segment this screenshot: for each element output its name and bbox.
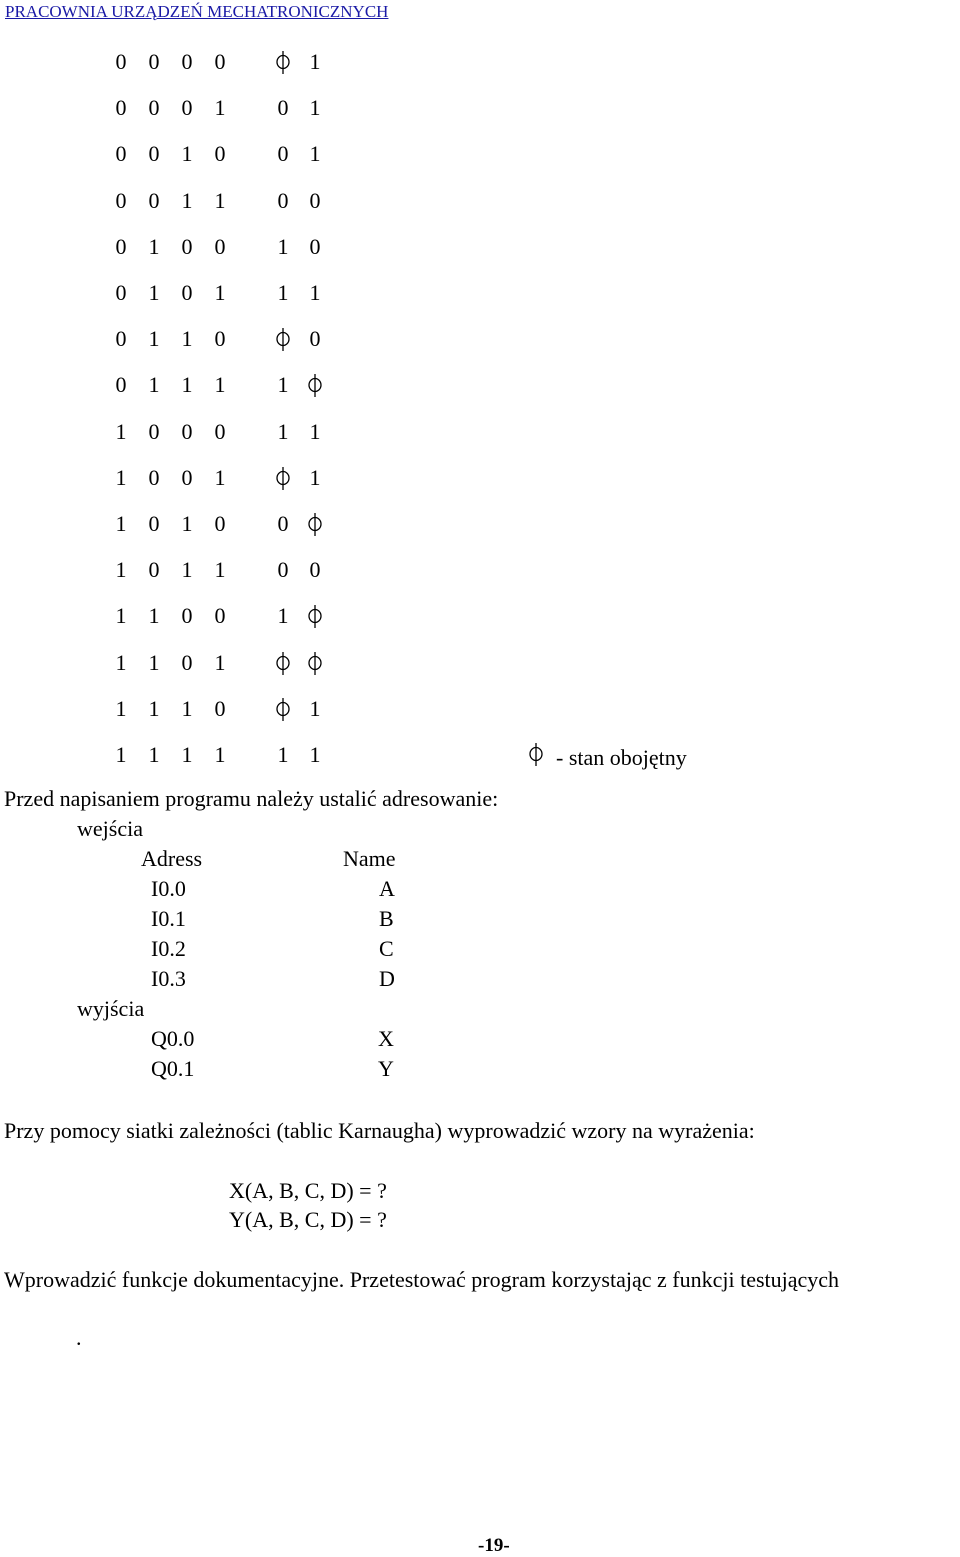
input-bit: 1	[148, 695, 160, 721]
input-address: I0.3	[151, 966, 186, 991]
output-bit: 0	[309, 187, 321, 213]
output-bit: 1	[309, 280, 321, 305]
page-number: -19-	[478, 1535, 510, 1556]
output-bit: 1	[309, 464, 321, 490]
input-bit: 1	[181, 742, 193, 767]
input-bit: 1	[214, 557, 226, 583]
input-bit: 0	[214, 418, 226, 444]
input-name: C	[379, 936, 394, 961]
input-bit: 1	[148, 603, 160, 629]
phi-symbol-icon	[275, 326, 297, 354]
input-bit: 0	[115, 372, 127, 398]
input-bit: 0	[148, 418, 160, 444]
input-bit: 0	[181, 95, 193, 121]
input-bit: 0	[181, 418, 193, 444]
legend-text: - stan obojętny	[556, 745, 687, 770]
output-bit: 0	[277, 511, 289, 536]
input-bit: 1	[115, 418, 127, 444]
input-bit: 0	[115, 187, 127, 213]
formula-x: X(A, B, C, D) = ?	[229, 1178, 387, 1203]
input-bit: 0	[115, 141, 127, 167]
phi-symbol-icon	[275, 696, 297, 724]
addressing-intro: Przed napisaniem programu należy ustalić adresowanie:	[4, 786, 499, 811]
output-bit: 1	[277, 372, 289, 398]
dont-care-legend	[528, 737, 687, 771]
phi-symbol-icon	[307, 372, 329, 400]
trailing-dot: .	[76, 1325, 82, 1350]
output-bit: 0	[309, 557, 321, 583]
outputs-label: wyjścia	[77, 996, 145, 1021]
input-name: D	[379, 966, 395, 991]
input-bit: 1	[115, 464, 127, 490]
input-bit: 1	[148, 280, 160, 305]
column-header-name: Name	[343, 846, 396, 871]
output-bit: 1	[309, 95, 321, 121]
output-bit: 1	[309, 695, 321, 721]
output-bit: 0	[277, 187, 289, 213]
input-name: A	[379, 876, 395, 901]
input-bit: 1	[148, 372, 160, 398]
input-bit: 0	[148, 141, 160, 167]
output-bit: 1	[309, 742, 321, 767]
output-bit: 1	[309, 141, 321, 167]
input-bit: 0	[214, 511, 226, 536]
output-bit: 1	[277, 280, 289, 305]
phi-symbol-icon	[307, 511, 329, 539]
input-bit: 0	[181, 49, 193, 74]
output-bit: 0	[309, 233, 321, 259]
input-bit: 0	[181, 649, 193, 675]
input-bit: 1	[214, 95, 226, 121]
input-bit: 1	[214, 464, 226, 490]
input-bit: 1	[214, 742, 226, 767]
output-bit: 1	[277, 418, 289, 444]
phi-symbol-icon	[275, 49, 297, 77]
input-bit: 1	[181, 695, 193, 721]
input-bit: 1	[181, 187, 193, 213]
input-bit: 0	[214, 326, 226, 352]
input-bit: 1	[214, 649, 226, 675]
input-address: I0.1	[151, 906, 186, 931]
input-bit: 0	[148, 511, 160, 536]
input-bit: 1	[148, 233, 160, 259]
input-bit: 1	[115, 649, 127, 675]
input-bit: 0	[115, 233, 127, 259]
input-bit: 1	[181, 326, 193, 352]
column-header-adress: Adress	[141, 846, 203, 871]
input-bit: 1	[181, 557, 193, 583]
input-bit: 1	[148, 649, 160, 675]
input-bit: 1	[214, 280, 226, 305]
input-bit: 0	[148, 95, 160, 121]
input-address: I0.0	[151, 876, 186, 901]
phi-symbol-icon	[307, 650, 329, 678]
input-bit: 1	[115, 603, 127, 629]
input-bit: 1	[214, 372, 226, 398]
phi-symbol-icon	[528, 741, 550, 769]
input-name: B	[379, 906, 394, 931]
input-bit: 0	[181, 280, 193, 305]
input-bit: 0	[181, 233, 193, 259]
formula-y: Y(A, B, C, D) = ?	[229, 1207, 387, 1232]
input-bit: 0	[115, 49, 127, 74]
input-bit: 1	[115, 557, 127, 583]
input-bit: 1	[214, 187, 226, 213]
output-bit: 1	[277, 603, 289, 629]
input-bit: 0	[214, 695, 226, 721]
input-bit: 0	[148, 49, 160, 74]
input-bit: 1	[115, 511, 127, 536]
input-bit: 0	[115, 95, 127, 121]
output-bit: 0	[277, 95, 289, 121]
inputs-label: wejścia	[77, 816, 143, 841]
karnaugh-instruction: Przy pomocy siatki zależności (tablic Karnaugha) wyprowadzić wzory na wyrażenia:	[4, 1118, 755, 1143]
input-bit: 1	[181, 141, 193, 167]
input-bit: 0	[214, 603, 226, 629]
output-bit: 1	[277, 742, 289, 767]
document-header: PRACOWNIA URZĄDZEŃ MECHATRONICZNYCH	[5, 2, 389, 21]
final-instruction: Wprowadzić funkcje dokumentacyjne. Przetestować program korzystając z funkcji testujących	[4, 1267, 840, 1292]
phi-symbol-icon	[275, 465, 297, 493]
output-bit: 1	[309, 49, 321, 74]
input-address: I0.2	[151, 936, 186, 961]
input-bit: 0	[214, 233, 226, 259]
phi-symbol-icon	[275, 650, 297, 678]
input-bit: 0	[214, 141, 226, 167]
input-bit: 0	[148, 187, 160, 213]
input-bit: 1	[115, 695, 127, 721]
output-bit: 0	[309, 326, 321, 352]
output-name: X	[378, 1026, 394, 1051]
input-bit: 1	[181, 372, 193, 398]
output-bit: 1	[277, 233, 289, 259]
input-bit: 0	[115, 326, 127, 352]
input-bit: 1	[115, 742, 127, 767]
output-bit: 0	[277, 141, 289, 167]
input-bit: 1	[181, 511, 193, 536]
output-name: Y	[378, 1056, 394, 1081]
input-bit: 0	[214, 49, 226, 74]
input-bit: 0	[181, 464, 193, 490]
input-bit: 1	[148, 326, 160, 352]
input-bit: 0	[181, 603, 193, 629]
output-address: Q0.0	[151, 1026, 195, 1051]
input-bit: 0	[115, 280, 127, 305]
phi-symbol-icon	[307, 603, 329, 631]
output-bit: 1	[309, 418, 321, 444]
input-bit: 0	[148, 464, 160, 490]
output-address: Q0.1	[151, 1056, 195, 1081]
input-bit: 1	[148, 742, 160, 767]
input-bit: 0	[148, 557, 160, 583]
output-bit: 0	[277, 557, 289, 583]
